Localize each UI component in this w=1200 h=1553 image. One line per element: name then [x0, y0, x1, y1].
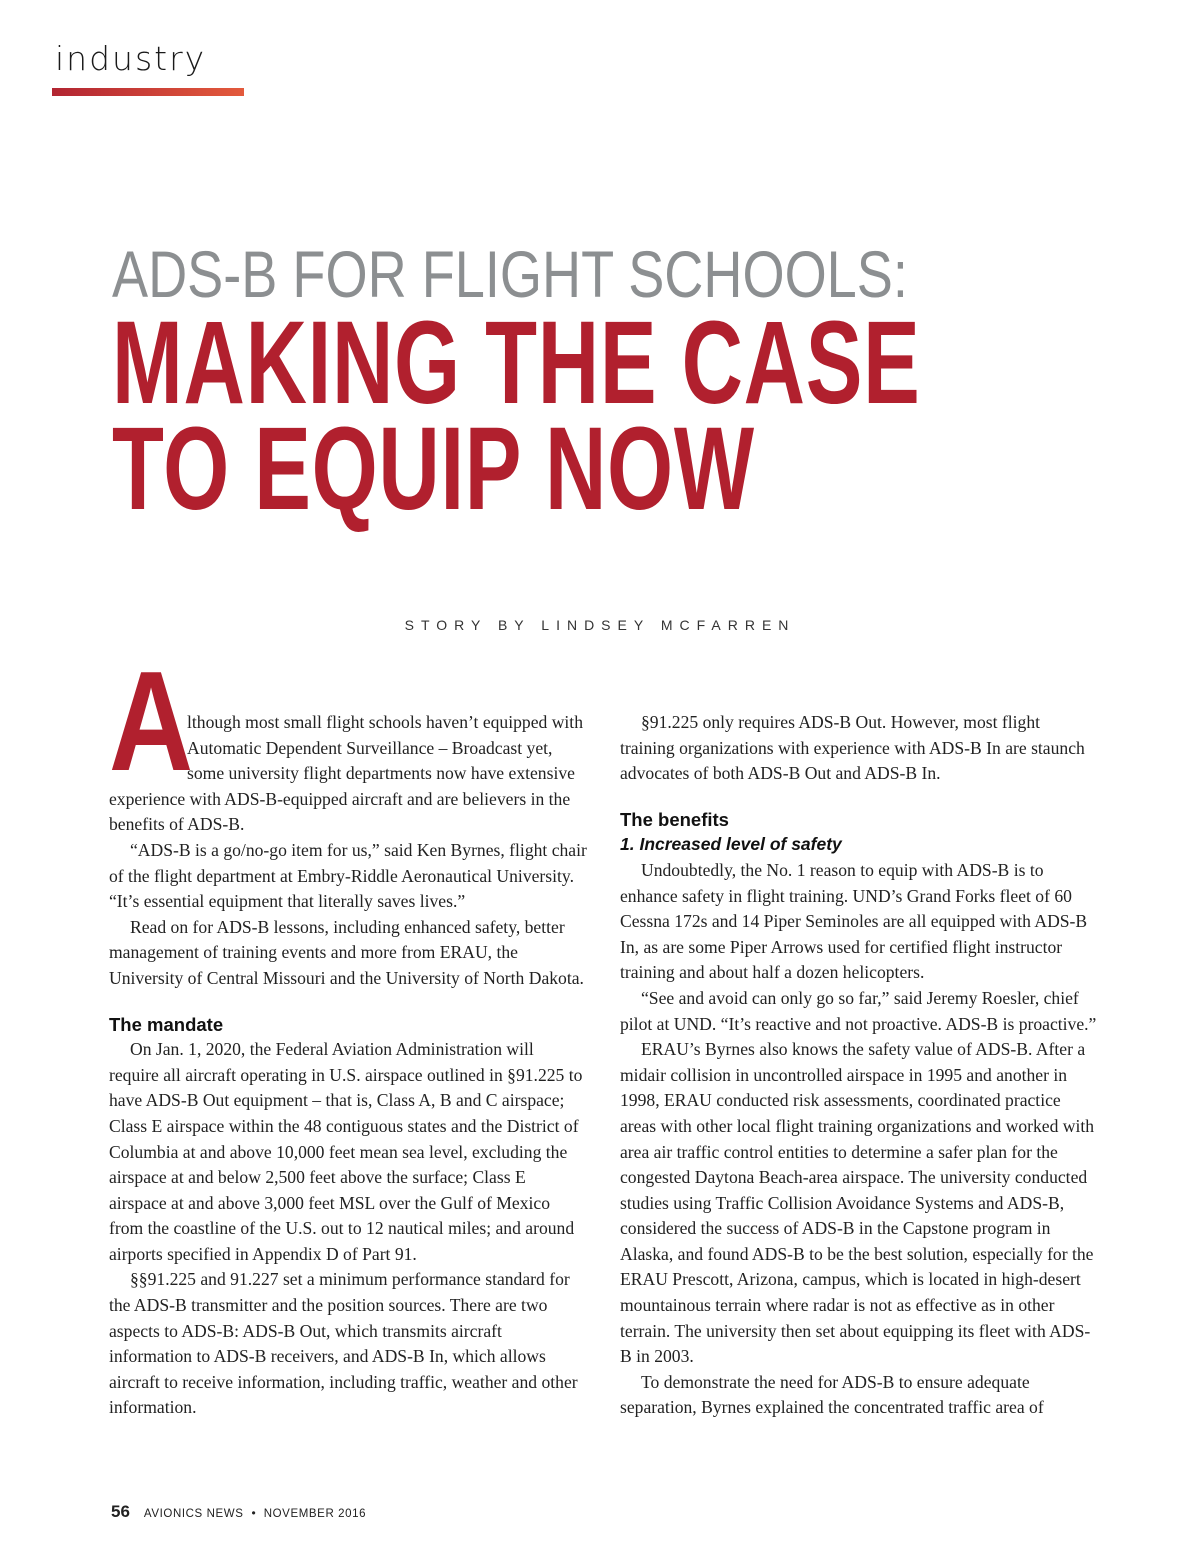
paragraph: “ADS-B is a go/no-go item for us,” said Ken Byrnes, flight chair of the flight department at Embry-Riddle Aeronautical University. “It’s essential equipment that literally saves lives.”	[109, 839, 587, 912]
subhead-mandate: The mandate	[109, 1013, 224, 1035]
article-column-left	[109, 642, 587, 1421]
paragraph: On Jan. 1, 2020, the Federal Aviation Administration will require all aircraft operating in U.S. airspace outlined in §91.225 to have ADS-B Out equipment – that is, Class A, B and C airspace; Class E airspace within the 48 contiguous states and the District of Columbia at and above 10,000 feet mean sea level, excluding the airspace at and below 2,500 feet above the surface; Class E airspace at and above 3,000 feet MSL over the Gulf of Mexico from the coastline of the U.S. out to 12 nautical miles; and around airports specified in Appendix D of Part 91.	[109, 1039, 583, 1264]
headline-main-line1: MAKING THE CASE	[112, 297, 921, 429]
paragraph: ERAU’s Byrnes also knows the safety value of ADS-B. After a midair collision in uncontrolled airspace in 1995 and another in 1998, ERAU conducted risk assessments, coordinated practice areas with other local flight training organizations and worked with area air traffic control entities to determine a safer plan for the congested Daytona Beach-area airspace. The university conducted studies using Traffic Collision Avoidance Systems and ADS-B, considered the success of ADS-B in the Capstone program in Alaska, and found ADS-B to be the best solution, especially for the ERAU Prescott, Arizona, campus, which is located in high-desert mountainous terrain where radar is not as effective as in other terrain. The university then set about equipping its fleet with ADS-B in 2003.	[620, 1039, 1095, 1367]
drop-cap: A	[109, 642, 194, 801]
paragraph: Read on for ADS-B lessons, including enhanced safety, better management of training events and more from ERAU, the University of Central Missouri and the University of North Dakota.	[109, 916, 584, 988]
page-number: 56	[111, 1502, 130, 1521]
byline: STORY BY LINDSEY MCFARREN	[404, 617, 796, 633]
headline-kicker: ADS-B FOR FLIGHT SCHOOLS:	[112, 237, 908, 311]
footer-separator: •	[251, 1506, 256, 1520]
subhead-benefits: The benefits	[620, 808, 729, 830]
section-label: industry	[55, 39, 207, 78]
page-footer	[111, 1502, 366, 1522]
headline	[112, 237, 1112, 535]
paragraph: “See and avoid can only go so far,” said Jeremy Roesler, chief pilot at UND. “It’s reactive and not proactive. ADS-B is proactive.”	[620, 987, 1097, 1034]
issue-date: NOVEMBER 2016	[263, 1508, 367, 1520]
intro-paragraph	[109, 642, 587, 838]
headline-main-line2: TO EQUIP NOW	[112, 403, 755, 535]
paragraph: §§91.225 and 91.227 set a minimum performance standard for the ADS-B transmitter and the position sources. There are two aspects to ADS-B: ADS-B Out, which transmits aircraft information to ADS-B receivers, and ADS-B In, which allows aircraft to receive information, including traffic, weather and other information.	[109, 1269, 578, 1418]
paragraph: Undoubtedly, the No. 1 reason to equip with ADS-B is to enhance safety in flight training. UND’s Grand Forks fleet of 60 Cessna 172s and 14 Piper Seminoles are all equipped with ADS-B In, as are some Piper Arrows used for certified flight instructor training and about half a dozen helicopters.	[620, 859, 1088, 983]
paragraph: To demonstrate the need for ADS-B to ensure adequate separation, Byrnes explained the concentrated traffic area of	[620, 1371, 1044, 1418]
subhead-safety: 1. Increased level of safety	[620, 834, 842, 855]
paragraph: §91.225 only requires ADS-B Out. However, most flight training organizations with experience with ADS-B In are staunch advocates of both ADS-B Out and ADS-B In.	[620, 712, 1085, 784]
publication-name: AVIONICS NEWS	[143, 1508, 244, 1520]
article-column-right	[620, 710, 1098, 1421]
section-rule	[52, 88, 244, 96]
intro-text: lthough most small flight schools haven’t equipped with Automatic Dependent Surveillance – Broadcast yet, some university flight departments now have extensive experience with ADS-B-equipped aircraft and are believers in the benefits of ADS-B.	[109, 712, 583, 835]
